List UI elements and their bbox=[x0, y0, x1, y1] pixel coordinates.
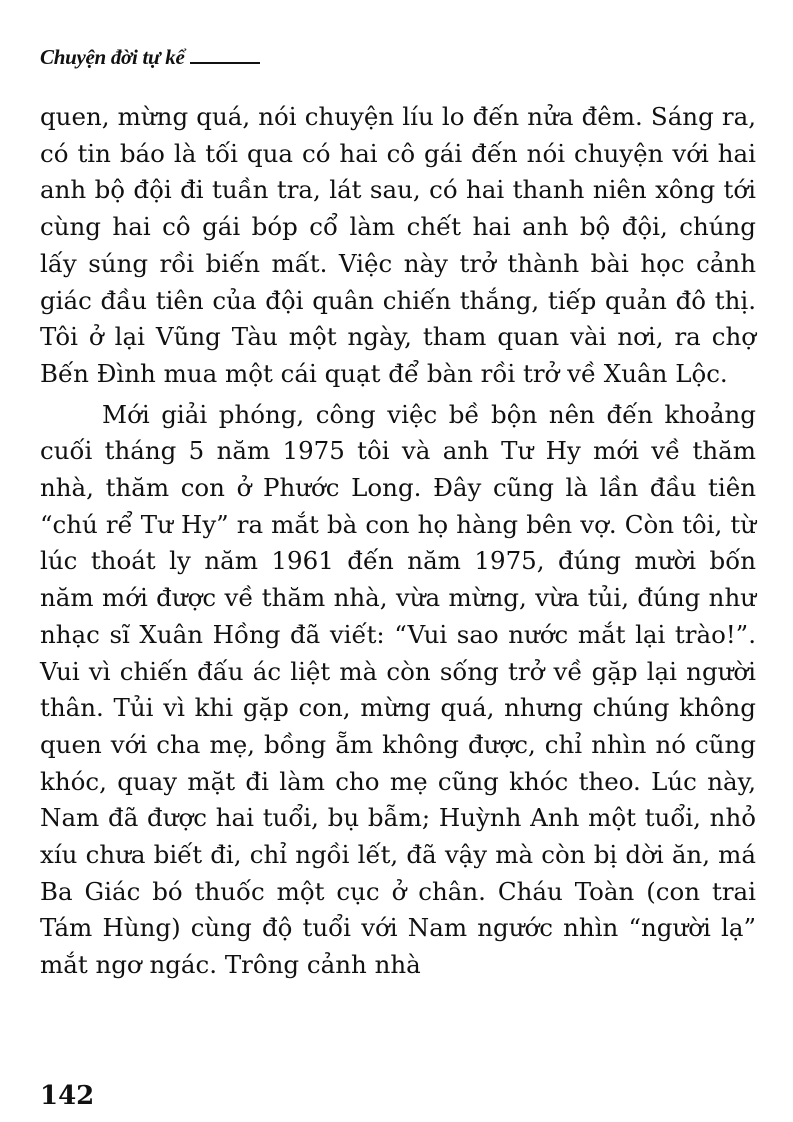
running-header bbox=[40, 42, 260, 72]
page-number: 142 bbox=[40, 1081, 95, 1111]
paragraph: Mới giải phóng, công việc bề bộn nên đến khoảng cuối tháng 5 năm 1975 tôi và anh Tư Hy mới về thăm nhà, thăm con ở Phước Long. Đây cũng là lần đầu tiên “chú rể Tư Hy” ra mắt bà con họ hàng bên vợ. Còn tôi, từ lúc thoát ly năm 1961 đến năm 1975, đúng mười bốn năm mới được về thăm nhà, vừa mừng, vừa tủi, đúng như nhạc sĩ Xuân Hồng đã viết: “Vui sao nước mắt lại trào!”. Vui vì chiến đấu ác liệt mà còn sống trở về gặp lại người thân. Tủi vì khi gặp con, mừng quá, nhưng chúng không quen với cha mẹ, bồng ẵm không được, chỉ nhìn nó cũng khóc, quay mặt đi làm cho mẹ cũng khóc theo. Lúc này, Nam đã được hai tuổi, bụ bẫm; Huỳnh Anh một tuổi, nhỏ xíu chưa biết đi, chỉ ngồi lết, đã vậy mà còn bị dời ăn, má Ba Giác bó thuốc một cục ở chân. Cháu Toàn (con trai Tám Hùng) cùng độ tuổi với Nam ngước nhìn “người lạ” mắt ngơ ngác. Trông cảnh nhà bbox=[40, 399, 756, 980]
header-rule bbox=[190, 62, 260, 64]
running-title: Chuyện đời tự kể bbox=[40, 45, 185, 69]
body-text bbox=[40, 99, 756, 984]
paragraph-continued: quen, mừng quá, nói chuyện líu lo đến nửa đêm. Sáng ra, có tin báo là tối qua có hai cô gái đến nói chuyện với hai anh bộ đội đi tuần tra, lát sau, có hai thanh niên xông tới cùng hai cô gái bóp cổ làm chết hai anh bộ đội, chúng lấy súng rồi biến mất. Việc này trở thành bài học cảnh giác đầu tiên của đội quân chiến thắng, tiếp quản đô thị. Tôi ở lại Vũng Tàu một ngày, tham quan vài nơi, ra chợ Bến Đình mua một cái quạt để bàn rồi trở về Xuân Lộc. bbox=[40, 102, 756, 388]
